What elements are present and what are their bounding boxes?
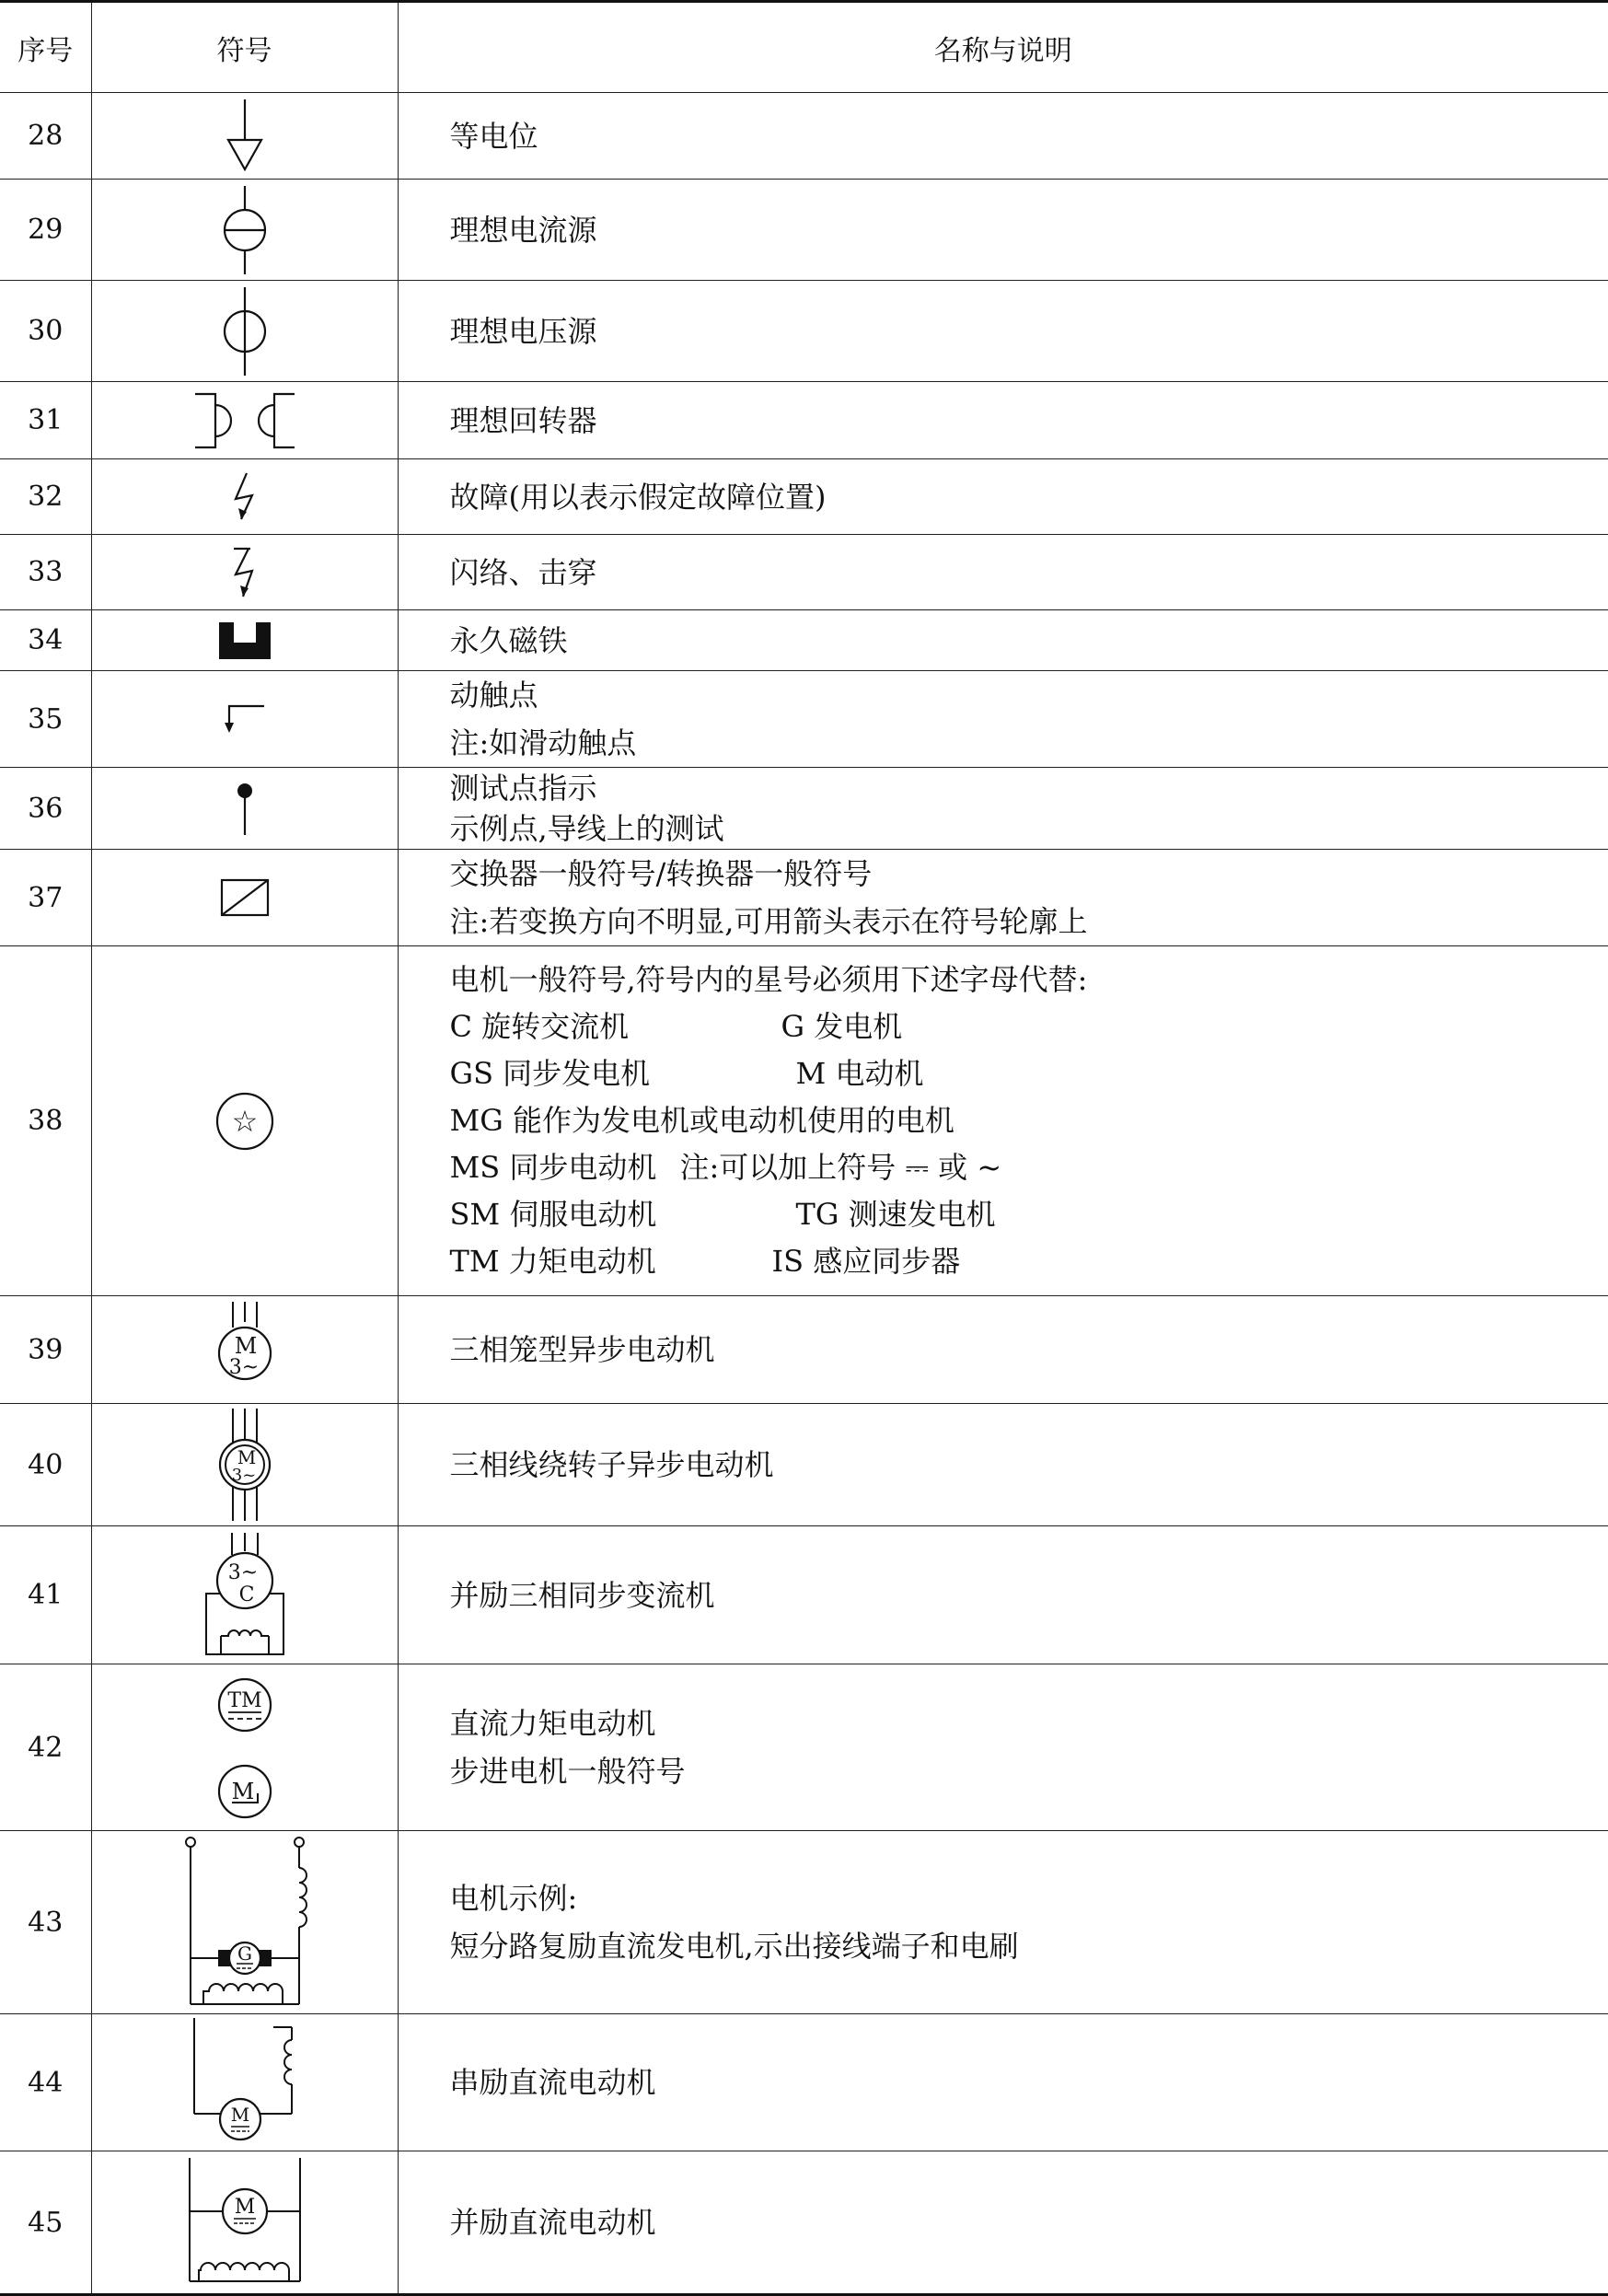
description-line: 理想回转器 bbox=[450, 398, 1608, 444]
tm-glyph: TM bbox=[227, 1689, 261, 1712]
description-cell bbox=[398, 671, 1608, 768]
ideal-voltage-source-icon bbox=[217, 287, 272, 376]
m-glyph: M bbox=[234, 2196, 255, 2219]
row-number: 37 bbox=[0, 850, 91, 946]
description-line: 串励直流电动机 bbox=[450, 2059, 1608, 2105]
table-row bbox=[0, 2014, 1608, 2151]
description-cell bbox=[398, 946, 1608, 1296]
description-line: 并励三相同步变流机 bbox=[450, 1572, 1608, 1618]
description-cell bbox=[398, 382, 1608, 459]
row-number: 43 bbox=[0, 1831, 91, 2014]
shunt-synchronous-converter-icon bbox=[199, 1533, 291, 1658]
m-glyph: M bbox=[234, 1333, 257, 1359]
symbol-cell bbox=[91, 535, 398, 610]
pair-right: M 电动机 bbox=[796, 1056, 924, 1091]
ideal-current-source-icon bbox=[217, 186, 272, 274]
table-row bbox=[0, 535, 1608, 610]
row-number: 28 bbox=[0, 93, 91, 180]
description-line: 电机示例: bbox=[450, 1874, 1608, 1922]
description-line: 示例点,导线上的测试 bbox=[450, 808, 1608, 849]
description-cell bbox=[398, 610, 1608, 671]
description-line: 电机一般符号,符号内的星号必须用下述字母代替: bbox=[450, 957, 1608, 1003]
description-line: 并励直流电动机 bbox=[450, 2199, 1608, 2245]
table-row bbox=[0, 382, 1608, 459]
description-cell bbox=[398, 281, 1608, 382]
pair-left: C 旋转交流机 bbox=[450, 1003, 781, 1050]
pair-left: MG 能作为发电机或电动机使用的电机 bbox=[450, 1103, 955, 1138]
row-number: 44 bbox=[0, 2014, 91, 2151]
m-glyph: M bbox=[230, 2104, 249, 2126]
description-line: 动触点 bbox=[450, 671, 1608, 719]
test-point-icon bbox=[231, 782, 259, 835]
description-line bbox=[450, 1003, 1608, 1050]
pair-right: TG 测速发电机 bbox=[796, 1197, 996, 1232]
description-line: 闪络、击穿 bbox=[450, 550, 1608, 596]
description-line: 理想电压源 bbox=[450, 308, 1608, 354]
description-line: 交换器一般符号/转换器一般符号 bbox=[450, 850, 1608, 898]
description-line: 测试点指示 bbox=[450, 768, 1608, 808]
description-line: 注:如滑动触点 bbox=[450, 719, 1608, 767]
description-cell bbox=[398, 2014, 1608, 2151]
symbol-cell bbox=[91, 281, 398, 382]
table-row bbox=[0, 1526, 1608, 1664]
symbol-cell bbox=[91, 459, 398, 535]
symbol-cell bbox=[91, 1831, 398, 2014]
fault-icon bbox=[226, 471, 263, 523]
row-number: 35 bbox=[0, 671, 91, 768]
row-number: 40 bbox=[0, 1404, 91, 1526]
table-row bbox=[0, 459, 1608, 535]
table-row bbox=[0, 1296, 1608, 1404]
three-phase-cage-motor-icon bbox=[213, 1302, 277, 1397]
symbol-cell bbox=[91, 93, 398, 180]
symbol-cell bbox=[91, 1404, 398, 1526]
row-number: 32 bbox=[0, 459, 91, 535]
description-cell bbox=[398, 1526, 1608, 1664]
description-line: 故障(用以表示假定故障位置) bbox=[450, 474, 1608, 520]
description-line bbox=[450, 1144, 1608, 1191]
header-no: 序号 bbox=[0, 2, 91, 93]
description-cell bbox=[398, 93, 1608, 180]
symbol-cell bbox=[91, 2151, 398, 2295]
description-cell bbox=[398, 1296, 1608, 1404]
row-number: 38 bbox=[0, 946, 91, 1296]
description-cell bbox=[398, 1404, 1608, 1526]
row-number: 45 bbox=[0, 2151, 91, 2295]
description-line: 三相笼型异步电动机 bbox=[450, 1327, 1608, 1373]
m-glyph: M bbox=[237, 1446, 255, 1468]
description-line bbox=[450, 1050, 1608, 1097]
row-number: 30 bbox=[0, 281, 91, 382]
table-row bbox=[0, 850, 1608, 946]
description-line: 步进电机一般符号 bbox=[450, 1747, 1608, 1795]
pair-left: SM 伺服电动机 bbox=[450, 1191, 796, 1238]
c-glyph: C bbox=[238, 1583, 254, 1606]
description-cell bbox=[398, 535, 1608, 610]
description-line: 直流力矩电动机 bbox=[450, 1699, 1608, 1747]
pair-right: IS 感应同步器 bbox=[772, 1244, 961, 1279]
three-phase-wound-rotor-motor-icon bbox=[213, 1409, 277, 1521]
row-number: 36 bbox=[0, 768, 91, 850]
symbol-cell bbox=[91, 850, 398, 946]
row-number: 29 bbox=[0, 180, 91, 281]
row-number: 33 bbox=[0, 535, 91, 610]
row-number: 31 bbox=[0, 382, 91, 459]
row-number: 41 bbox=[0, 1526, 91, 1664]
dc-torque-motor-icon bbox=[208, 1674, 282, 1821]
description-cell bbox=[398, 180, 1608, 281]
table-row bbox=[0, 1404, 1608, 1526]
description-line bbox=[450, 1097, 1608, 1144]
description-cell bbox=[398, 768, 1608, 850]
symbol-cell bbox=[91, 768, 398, 850]
header-row bbox=[0, 2, 1608, 93]
compound-dc-generator-icon bbox=[176, 1835, 314, 2010]
row-number: 34 bbox=[0, 610, 91, 671]
table-row bbox=[0, 180, 1608, 281]
star-glyph: ☆ bbox=[231, 1104, 258, 1139]
description-cell bbox=[398, 459, 1608, 535]
pair-right: G 发电机 bbox=[781, 1009, 903, 1044]
description-line: 永久磁铁 bbox=[450, 618, 1608, 664]
pair-right: 注:可以加上符号 ⎓ 或 ~ bbox=[680, 1150, 1002, 1185]
table-row bbox=[0, 946, 1608, 1296]
shunt-dc-motor-icon bbox=[180, 2158, 309, 2287]
table-row bbox=[0, 1664, 1608, 1831]
symbol-cell bbox=[91, 1526, 398, 1664]
header-desc: 名称与说明 bbox=[398, 2, 1608, 93]
row-number: 39 bbox=[0, 1296, 91, 1404]
table-row bbox=[0, 1831, 1608, 2014]
symbol-cell bbox=[91, 946, 398, 1296]
description-line bbox=[450, 1238, 1608, 1285]
moving-contact-icon bbox=[222, 702, 268, 736]
description-cell bbox=[398, 850, 1608, 946]
description-line: 短分路复励直流发电机,示出接线端子和电刷 bbox=[450, 1922, 1608, 1970]
permanent-magnet-icon bbox=[219, 622, 271, 659]
description-line: 注:若变换方向不明显,可用箭头表示在符号轮廓上 bbox=[450, 898, 1608, 945]
pair-left: MS 同步电动机 bbox=[450, 1144, 680, 1191]
description-line bbox=[450, 1191, 1608, 1238]
description-line: 等电位 bbox=[450, 113, 1608, 159]
pair-left: TM 力矩电动机 bbox=[450, 1238, 772, 1285]
description-cell bbox=[398, 2151, 1608, 2295]
three-ac-glyph: 3~ bbox=[228, 1356, 258, 1379]
description-line: 三相线绕转子异步电动机 bbox=[450, 1442, 1608, 1488]
symbol-cell bbox=[91, 180, 398, 281]
table-row bbox=[0, 610, 1608, 671]
symbol-cell bbox=[91, 610, 398, 671]
symbol-cell bbox=[91, 1664, 398, 1831]
symbol-cell bbox=[91, 1296, 398, 1404]
converter-icon bbox=[219, 877, 271, 918]
machine-general-icon bbox=[213, 1089, 277, 1154]
row-number: 42 bbox=[0, 1664, 91, 1831]
symbol-cell bbox=[91, 671, 398, 768]
description-cell bbox=[398, 1664, 1608, 1831]
table-row bbox=[0, 2151, 1608, 2295]
description-cell bbox=[398, 1831, 1608, 2014]
g-glyph: G bbox=[237, 1942, 252, 1965]
series-dc-motor-icon bbox=[185, 2018, 305, 2147]
table-row bbox=[0, 768, 1608, 850]
table-row bbox=[0, 281, 1608, 382]
pair-left: GS 同步发电机 bbox=[450, 1050, 796, 1097]
ideal-gyrator-icon bbox=[190, 390, 300, 451]
three-ac-glyph: 3~ bbox=[227, 1561, 257, 1584]
equipotential-icon bbox=[217, 99, 272, 173]
three-ac-glyph: 3~ bbox=[231, 1466, 256, 1485]
table-row bbox=[0, 93, 1608, 180]
symbol-cell bbox=[91, 382, 398, 459]
header-symbol: 符号 bbox=[91, 2, 398, 93]
table-row bbox=[0, 671, 1608, 768]
description-line: 理想电流源 bbox=[450, 207, 1608, 253]
symbol-cell bbox=[91, 2014, 398, 2151]
m-glyph: M bbox=[231, 1779, 254, 1804]
flashover-icon bbox=[226, 545, 263, 600]
